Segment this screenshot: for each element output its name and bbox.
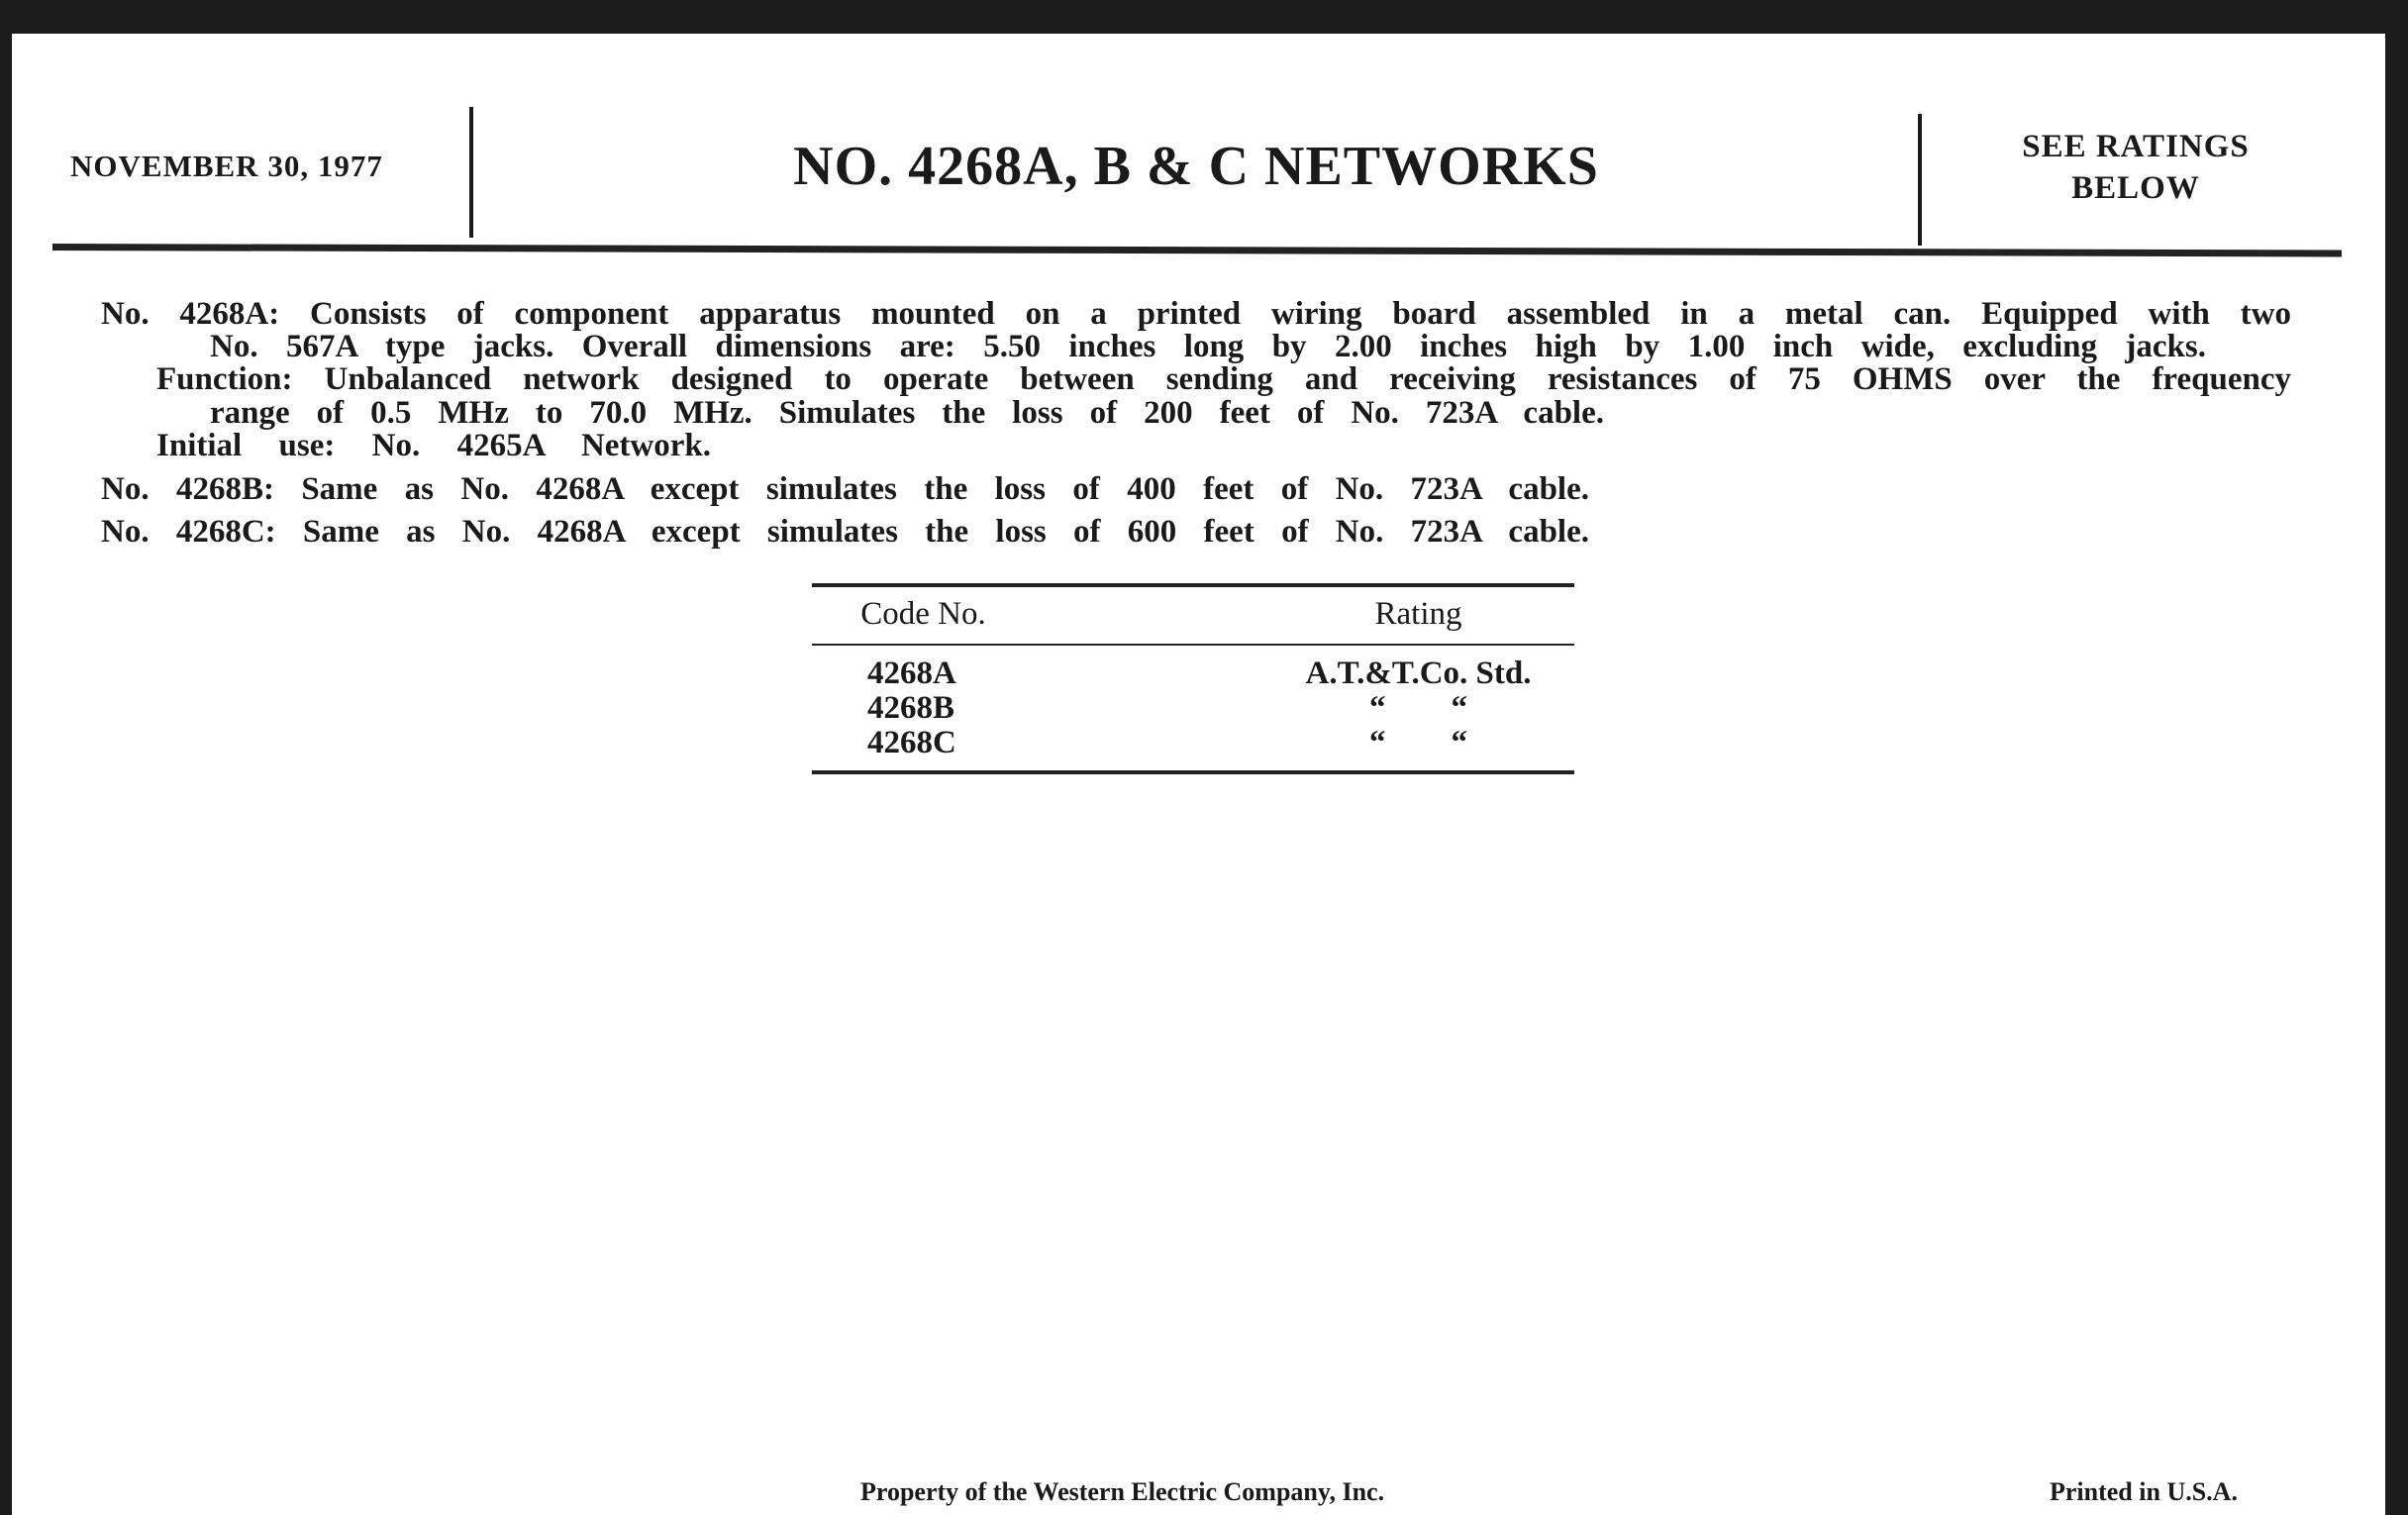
table-top-rule — [812, 583, 1574, 587]
text-function-line1: Function: Unbalanced network designed to operate between sending and receiving resistances of 75 OHMS over the frequency — [156, 361, 2291, 397]
footer-printed: Printed in U.S.A. — [2050, 1477, 2238, 1506]
table-header-rating: Rating — [1374, 596, 1462, 632]
text-4268c: No. 4268C: Same as No. 4268A except simulates the loss of 600 feet of No. 723A cable. — [101, 514, 1589, 550]
table-cell-rating: “ “ — [1369, 725, 1467, 760]
table-bottom-rule — [812, 770, 1574, 774]
page-title: NO. 4268A, B & C NETWORKS — [793, 136, 1599, 197]
table-cell-rating: “ “ — [1369, 690, 1467, 726]
table-header-rule — [812, 644, 1574, 646]
header-divider-left — [469, 107, 473, 238]
table-cell-code: 4268C — [867, 725, 956, 760]
text-4268a-line1: No. 4268A: Consists of component apparatus mounted on a printed wiring board assembled in a metal can. Equipped with two — [101, 296, 2291, 332]
issue-date: NOVEMBER 30, 1977 — [70, 149, 383, 183]
text-4268b: No. 4268B: Same as No. 4268A except simulates the loss of 400 feet of No. 723A cable. — [101, 471, 1589, 507]
header-divider-right — [1918, 114, 1922, 246]
table-cell-code: 4268B — [867, 690, 955, 726]
table-cell-rating: A.T.&T.Co. Std. — [1305, 656, 1532, 691]
table-header-code: Code No. — [860, 596, 986, 632]
text-4268a-line2: No. 567A type jacks. Overall dimensions are: 5.50 inches long by 2.00 inches high by 1.00 inch wide, excluding jacks. — [210, 329, 2206, 364]
text-initial-use: Initial use: No. 4265A Network. — [156, 428, 711, 463]
ratings-note-line2: BELOW — [2071, 170, 2200, 206]
footer-property: Property of the Western Electric Company, Inc. — [860, 1477, 1385, 1506]
ratings-note-line1: SEE RATINGS — [2022, 129, 2250, 164]
text-function-line2: range of 0.5 MHz to 70.0 MHz. Simulates the loss of 200 feet of No. 723A cable. — [210, 395, 1604, 431]
table-cell-code: 4268A — [867, 656, 956, 691]
